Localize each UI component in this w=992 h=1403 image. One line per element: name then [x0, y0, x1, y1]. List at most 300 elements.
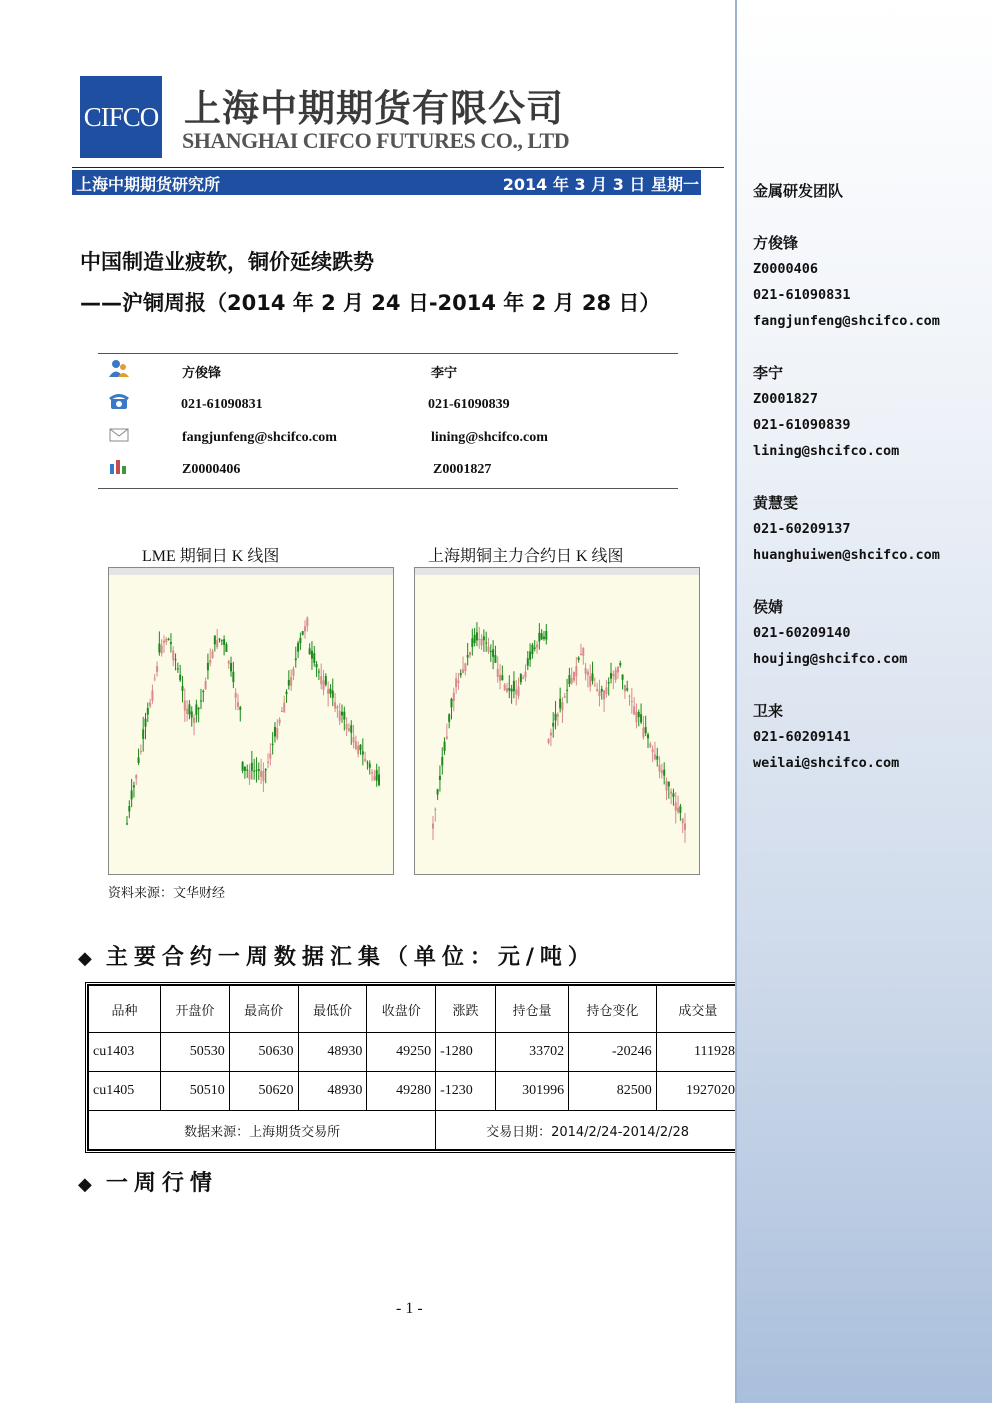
candle-body [195, 704, 197, 714]
candle-body [193, 718, 195, 723]
candle-body [635, 712, 637, 722]
contact-name: 侯婧 [753, 598, 784, 616]
header-cell: 涨跌 [436, 986, 496, 1033]
sidebar-contact [753, 230, 940, 334]
candle-body [309, 648, 311, 654]
candle-body [235, 693, 237, 698]
company-name-en: SHANGHAI CIFCO FUTURES CO., LTD [182, 128, 570, 153]
candle-body [552, 723, 554, 727]
candle-body [629, 696, 631, 697]
candle-body [684, 824, 686, 830]
table-cell: 50630 [229, 1033, 298, 1072]
candle-body [469, 652, 471, 655]
candle-body [610, 673, 612, 679]
header-divider [72, 167, 724, 168]
candle-body [460, 673, 462, 675]
candle-body [575, 666, 577, 676]
candle-body [624, 685, 626, 691]
candle-body [474, 635, 476, 643]
candle-body [453, 693, 455, 701]
candle-body [327, 689, 329, 694]
analyst-1-phone: 021-61090831 [181, 397, 263, 412]
candle-body [170, 642, 172, 644]
candle-body [571, 678, 573, 683]
candle-body [615, 670, 617, 680]
candle-body [506, 688, 508, 691]
candle-body [508, 688, 510, 690]
candle-body [587, 672, 589, 676]
candle-body [198, 708, 200, 709]
candle-body [543, 637, 545, 639]
candle-body [601, 689, 603, 692]
candle-body [283, 703, 285, 713]
table-footer-row [89, 1111, 740, 1150]
table-cell: 49280 [367, 1072, 436, 1111]
candle-body [334, 702, 336, 708]
candle-body [295, 658, 297, 660]
candle-body [332, 691, 334, 698]
candle-body [281, 711, 283, 712]
candle-body [511, 689, 513, 692]
candle-body [353, 737, 355, 742]
report-date: 2014 年 3 月 3 日 星期一 [502, 175, 699, 194]
candle-body [276, 728, 278, 738]
table-cell: 1927020 [656, 1072, 739, 1111]
page-number: - 1 - [396, 1300, 423, 1317]
candle-body [253, 771, 255, 772]
candle-body [504, 685, 506, 690]
candle-body [524, 672, 526, 678]
candle-body [286, 692, 288, 694]
candle-body [672, 793, 674, 797]
candle-body [161, 645, 163, 653]
contact-line: 021-61090831 [753, 287, 851, 303]
candle-body [218, 639, 220, 640]
candle-body [497, 669, 499, 677]
candle-body [156, 666, 158, 672]
candle-body [179, 675, 181, 681]
contact-name: 黄慧雯 [753, 494, 799, 512]
candle-body [274, 727, 276, 736]
shfe-chart-title: 上海期铜主力合约日 K 线图 [428, 548, 624, 565]
candle-body [369, 764, 371, 768]
candle-body [666, 781, 668, 791]
header-banner [72, 170, 701, 195]
candle-body [478, 639, 480, 640]
report-title: 中国制造业疲软，铜价延续跌势 [80, 250, 374, 274]
table-header-row [89, 986, 740, 1033]
candle-body [626, 688, 628, 690]
candle-body [527, 658, 529, 665]
candle-body [654, 754, 656, 759]
candle-body [249, 771, 251, 780]
candle-body [515, 689, 517, 694]
candle-body [228, 661, 230, 664]
candle-body [682, 818, 684, 823]
candle-body [608, 682, 610, 683]
candlestick-svg [415, 568, 699, 874]
candle-body [135, 775, 137, 778]
contact-name: 方俊锋 [753, 234, 799, 252]
candle-body [325, 676, 327, 685]
contact-line: 021-61090839 [753, 417, 851, 433]
candle-body [149, 702, 151, 706]
candle-body [144, 719, 146, 727]
candle-body [202, 691, 204, 692]
candle-body [550, 733, 552, 736]
candle-body [311, 651, 313, 659]
diamond-bullet-icon: ◆ [78, 1174, 92, 1195]
candle-body [490, 651, 492, 652]
candle-body [154, 678, 156, 679]
contact-email[interactable]: lining@shcifco.com [753, 443, 900, 459]
section-title: 一周行情 [105, 1171, 218, 1196]
candle-body [255, 770, 257, 771]
candle-body [670, 792, 672, 794]
candle-body [133, 785, 135, 787]
table-cell: 301996 [495, 1072, 568, 1111]
candle-body [652, 749, 654, 752]
contact-line: Z0000406 [753, 261, 819, 277]
candle-body [269, 753, 271, 758]
header-cell: 收盘价 [367, 986, 436, 1033]
candle-body [619, 663, 621, 665]
candle-body [209, 660, 211, 663]
candle-body [348, 728, 350, 730]
candle-body [147, 708, 149, 715]
candle-body [659, 765, 661, 772]
table-footer-date: 交易日期：2014/2/24-2014/2/28 [436, 1111, 740, 1150]
candle-body [239, 707, 241, 710]
candle-body [464, 663, 466, 671]
table-cell: 49250 [367, 1033, 436, 1072]
sidebar-contact [753, 490, 940, 568]
candle-body [371, 772, 373, 773]
candle-body [439, 776, 441, 780]
candle-body [131, 790, 133, 799]
report-subtitle: ——沪铜周报（2014 年 2 月 24 日-2014 年 2 月 28 日） [80, 291, 661, 315]
candle-body [457, 681, 459, 683]
candle-body [304, 626, 306, 631]
candle-body [555, 714, 557, 721]
candle-body [622, 675, 624, 680]
candle-body [318, 672, 320, 673]
candle-body [631, 701, 633, 702]
candle-body [557, 714, 559, 716]
candle-body [343, 712, 345, 720]
header-cell: 成交量 [656, 986, 739, 1033]
candle-body [582, 648, 584, 656]
header-cell: 持仓变化 [569, 986, 657, 1033]
table-row [89, 1033, 740, 1072]
candle-body [163, 641, 165, 643]
candle-body [566, 690, 568, 691]
candle-body [578, 658, 580, 660]
candle-body [462, 669, 464, 673]
candle-body [138, 757, 140, 763]
analyst-2-license: Z0001827 [433, 462, 492, 477]
candle-body [668, 782, 670, 787]
candle-body [663, 770, 665, 776]
chart-toolbar [109, 568, 393, 575]
table-cell: -1280 [436, 1033, 496, 1072]
contact-email[interactable]: houjing@shcifco.com [753, 651, 908, 667]
candle-body [221, 640, 223, 641]
candle-body [592, 673, 594, 681]
candle-body [346, 724, 348, 729]
candle-body [126, 823, 128, 824]
candle-body [376, 770, 378, 781]
candle-body [441, 757, 443, 765]
candle-body [267, 762, 269, 763]
candle-body [559, 699, 561, 709]
candle-body [362, 751, 364, 754]
candle-body [434, 809, 436, 810]
candle-body [339, 711, 341, 721]
analyst-1-email[interactable]: fangjunfeng@shcifco.com [182, 430, 337, 445]
analyst-2-name: 李宁 [431, 366, 458, 381]
candle-body [649, 744, 651, 747]
candle-body [589, 676, 591, 686]
candle-body [545, 631, 547, 640]
candle-body [181, 686, 183, 691]
candle-body [487, 647, 489, 652]
candle-body [360, 745, 362, 750]
candle-body [302, 631, 304, 635]
candle-body [467, 655, 469, 657]
candle-body [292, 669, 294, 676]
candle-body [580, 654, 582, 655]
candle-body [175, 659, 177, 660]
candle-body [617, 667, 619, 673]
candle-body [168, 639, 170, 640]
contact-line: 021-60209141 [753, 729, 851, 745]
candle-body [633, 706, 635, 714]
candle-body [230, 663, 232, 671]
candle-body [568, 675, 570, 684]
candle-body [306, 618, 308, 626]
sidebar-contact [753, 594, 907, 672]
candle-body [242, 762, 244, 771]
table-cell: -1230 [436, 1072, 496, 1111]
candle-body [177, 668, 179, 669]
candle-body [205, 681, 207, 689]
candle-body [548, 739, 550, 743]
contact-line: 021-60209140 [753, 625, 851, 641]
candle-body [594, 685, 596, 686]
candle-body [564, 696, 566, 697]
contact-line: Z0001827 [753, 391, 819, 407]
table-cell: cu1403 [89, 1033, 161, 1072]
table-cell: 48930 [298, 1072, 367, 1111]
table-cell: 48930 [298, 1033, 367, 1072]
chart-toolbar [415, 568, 699, 575]
section-data-summary-heading [78, 940, 596, 971]
contact-name: 李宁 [753, 364, 784, 382]
candle-body [522, 677, 524, 678]
candle-body [485, 642, 487, 643]
candle-body [446, 736, 448, 738]
diamond-bullet-icon: ◆ [78, 948, 92, 969]
candle-body [432, 824, 434, 829]
candle-body [448, 714, 450, 721]
candle-body [520, 674, 522, 683]
chart-source: 资料来源：文华财经 [108, 886, 226, 901]
candle-body [299, 638, 301, 643]
candle-body [494, 655, 496, 663]
candle-body [656, 756, 658, 760]
candle-body [499, 675, 501, 681]
header-cell: 最低价 [298, 986, 367, 1033]
candle-body [272, 744, 274, 745]
candle-body [492, 649, 494, 657]
candle-body [573, 672, 575, 680]
candle-body [518, 686, 520, 696]
candle-body [158, 644, 160, 653]
candle-body [320, 676, 322, 684]
lme-chart-title: LME 期铜日 K 线图 [142, 548, 280, 565]
candle-body [279, 720, 281, 724]
analyst-2-phone: 021-61090839 [428, 397, 510, 412]
candle-body [585, 668, 587, 674]
candle-body [191, 712, 193, 718]
section-title: 主要合约一周数据汇集（单位：元/吨） [105, 945, 596, 970]
candle-body [188, 704, 190, 714]
analyst-1-license: Z0000406 [182, 462, 241, 477]
candle-body [357, 746, 359, 754]
candle-body [223, 639, 225, 645]
candle-body [260, 771, 262, 777]
candle-body [598, 691, 600, 696]
mail-icon [108, 425, 130, 445]
contact-email[interactable]: fangjunfeng@shcifco.com [753, 313, 940, 329]
header-cell: 最高价 [229, 986, 298, 1033]
candle-body [251, 763, 253, 771]
candle-body [350, 725, 352, 733]
shfe-candlestick-chart [414, 567, 700, 875]
candle-body [444, 742, 446, 751]
candle-body [128, 806, 130, 811]
contact-line: 021-60209137 [753, 521, 851, 537]
contact-email[interactable]: weilai@shcifco.com [753, 755, 900, 771]
candle-body [142, 729, 144, 739]
sidebar-contact [753, 698, 899, 776]
candle-body [541, 633, 543, 639]
candle-body [288, 680, 290, 686]
candle-body [232, 672, 234, 682]
candle-body [642, 728, 644, 738]
lme-candlestick-chart [108, 567, 394, 875]
table-cell: -20246 [569, 1033, 657, 1072]
candle-body [186, 709, 188, 714]
table-footer-source: 数据来源：上海期货交易所 [89, 1111, 436, 1150]
candle-body [455, 678, 457, 687]
candle-body [647, 734, 649, 738]
candle-body [316, 664, 318, 667]
candle-body [214, 636, 216, 645]
candle-body [538, 633, 540, 642]
candle-body [450, 699, 452, 707]
license-icon [108, 456, 130, 476]
candle-body [612, 674, 614, 676]
candle-body [297, 643, 299, 652]
candle-body [605, 687, 607, 694]
candle-body [313, 653, 315, 663]
candle-body [679, 806, 681, 813]
header-cell: 品种 [89, 986, 161, 1033]
company-logo [80, 76, 162, 158]
sidebar-contact [753, 360, 899, 464]
table-cell: 33702 [495, 1033, 568, 1072]
logo-text: CIFCO [83, 101, 159, 132]
candle-body [265, 769, 267, 770]
table-row [89, 1072, 740, 1111]
candle-body [483, 636, 485, 640]
candle-body [364, 759, 366, 761]
candle-body [355, 741, 357, 749]
candle-body [366, 762, 368, 763]
table-cell: cu1405 [89, 1072, 161, 1111]
table-cell: 50510 [160, 1072, 229, 1111]
candle-body [513, 681, 515, 691]
candle-body [172, 651, 174, 661]
candle-body [225, 644, 227, 652]
candle-body [596, 689, 598, 691]
candle-body [531, 645, 533, 654]
candle-body [645, 727, 647, 733]
candle-body [471, 638, 473, 647]
candle-body [603, 690, 605, 699]
candle-body [561, 702, 563, 710]
candle-body [437, 789, 439, 794]
candle-body [378, 775, 380, 785]
candle-body [529, 651, 531, 659]
candle-body [329, 689, 331, 694]
person-icon [108, 358, 130, 378]
candle-body [290, 677, 292, 686]
candle-body [184, 701, 186, 711]
candle-body [341, 712, 343, 715]
candle-body [481, 639, 483, 645]
institute-name: 上海中期期货研究所 [76, 175, 221, 194]
candle-body [476, 632, 478, 640]
team-name: 金属研发团队 [753, 182, 844, 200]
candle-body [677, 808, 679, 812]
candle-body [207, 663, 209, 670]
candle-body [536, 645, 538, 648]
candle-body [165, 639, 167, 642]
table-cell: 50530 [160, 1033, 229, 1072]
table-cell: 82500 [569, 1072, 657, 1111]
candle-body [140, 751, 142, 752]
analyst-2-email[interactable]: lining@shcifco.com [431, 430, 548, 445]
candle-body [675, 802, 677, 810]
candle-body [640, 714, 642, 722]
candle-body [244, 767, 246, 771]
header-cell: 开盘价 [160, 986, 229, 1033]
contract-data-table [85, 982, 743, 1153]
phone-icon [108, 392, 130, 412]
candle-body [336, 707, 338, 709]
company-name-cn: 上海中期期货有限公司 [184, 87, 564, 130]
candle-body [237, 702, 239, 707]
candle-body [373, 776, 375, 779]
candle-body [501, 675, 503, 680]
analyst-contact-table [98, 353, 678, 489]
contact-email[interactable]: huanghuiwen@shcifco.com [753, 547, 940, 563]
analyst-1-name: 方俊锋 [182, 366, 222, 381]
candle-body [216, 640, 218, 647]
